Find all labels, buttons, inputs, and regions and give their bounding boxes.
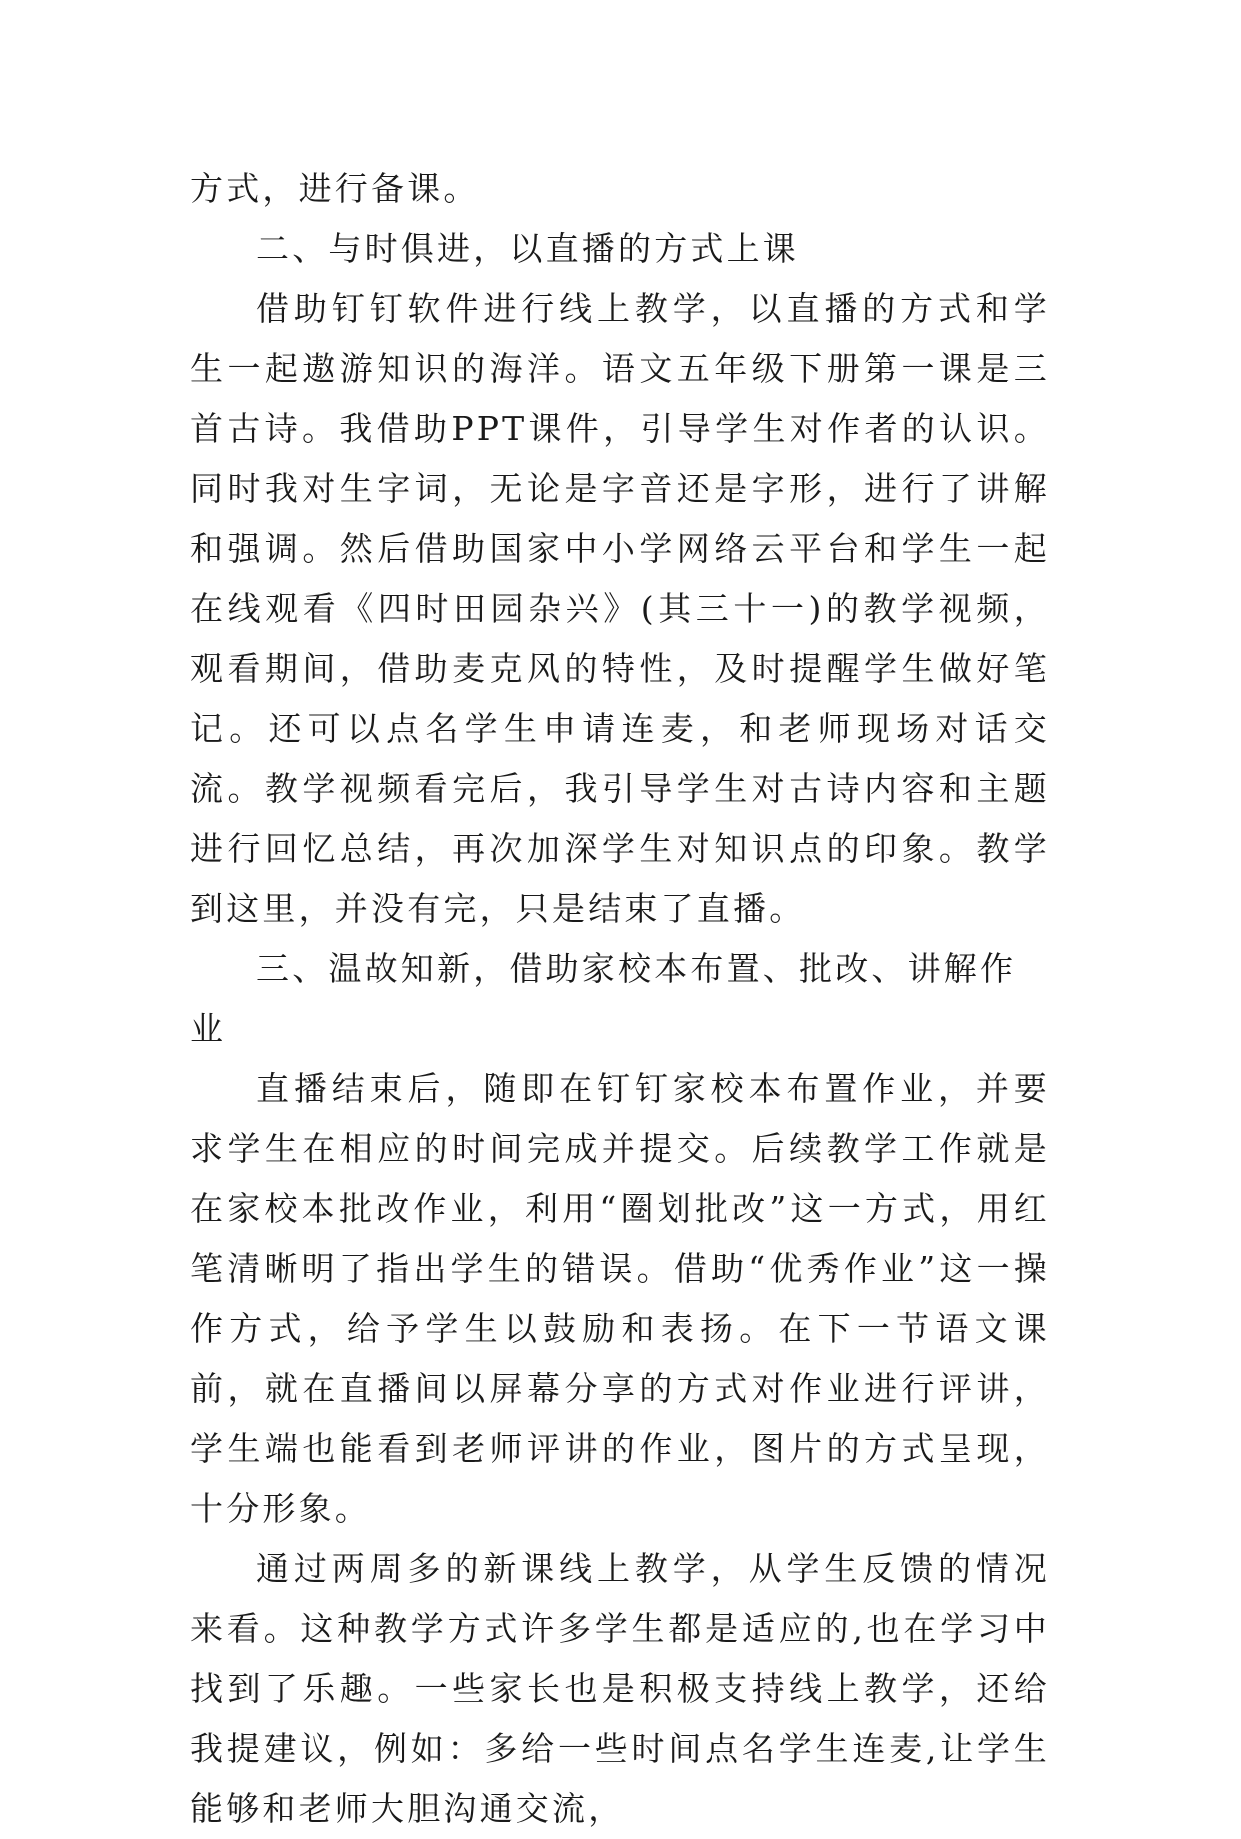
paragraph-live-teaching: 借助钉钉软件进行线上教学，以直播的方式和学生一起遨游知识的海洋。语文五年级下册第一课是三首古诗。我借助PPT课件，引导学生对作者的认识。同时我对生字词，无论是字音还是字形，进行了讲解和强调。然后借助国家中小学网络云平台和学生一起在线观看《四时田园杂兴》(其三十一)的教学视频，观看期间，借助麦克风的特性，及时提醒学生做好笔记。还可以点名学生申请连麦，和老师现场对话交流。教学视频看完后，我引导学生对古诗内容和主题进行回忆总结，再次加深学生对知识点的印象。教学到这里，并没有完，只是结束了直播。: [190, 289, 1050, 928]
paragraph-homework: 直播结束后，随即在钉钉家校本布置作业，并要求学生在相应的时间完成并提交。后续教学工作就是在家校本批改作业，利用“圈划批改”这一方式，用红笔清晰明了指出学生的错误。借助“优秀作业”这一操作方式，给予学生以鼓励和表扬。在下一节语文课前，就在直播间以屏幕分享的方式对作业进行评讲，学生端也能看到老师评讲的作业，图片的方式呈现，十分形象。: [190, 1069, 1050, 1528]
section-heading-two: 二、与时俱进，以直播的方式上课: [256, 229, 799, 268]
paragraph-continuation: 方式，进行备课。: [190, 169, 480, 208]
document-body: [190, 159, 1050, 1839]
section-heading-three: 三、温故知新，借助家校本布置、批改、讲解作业: [190, 949, 1017, 1048]
paragraph-feedback: 通过两周多的新课线上教学，从学生反馈的情况来看。这种教学方式许多学生都是适应的,也在学习中找到了乐趣。一些家长也是积极支持线上教学，还给我提建议，例如：多给一些时间点名学生连麦,让学生能够和老师大胆沟通交流，: [190, 1549, 1050, 1828]
